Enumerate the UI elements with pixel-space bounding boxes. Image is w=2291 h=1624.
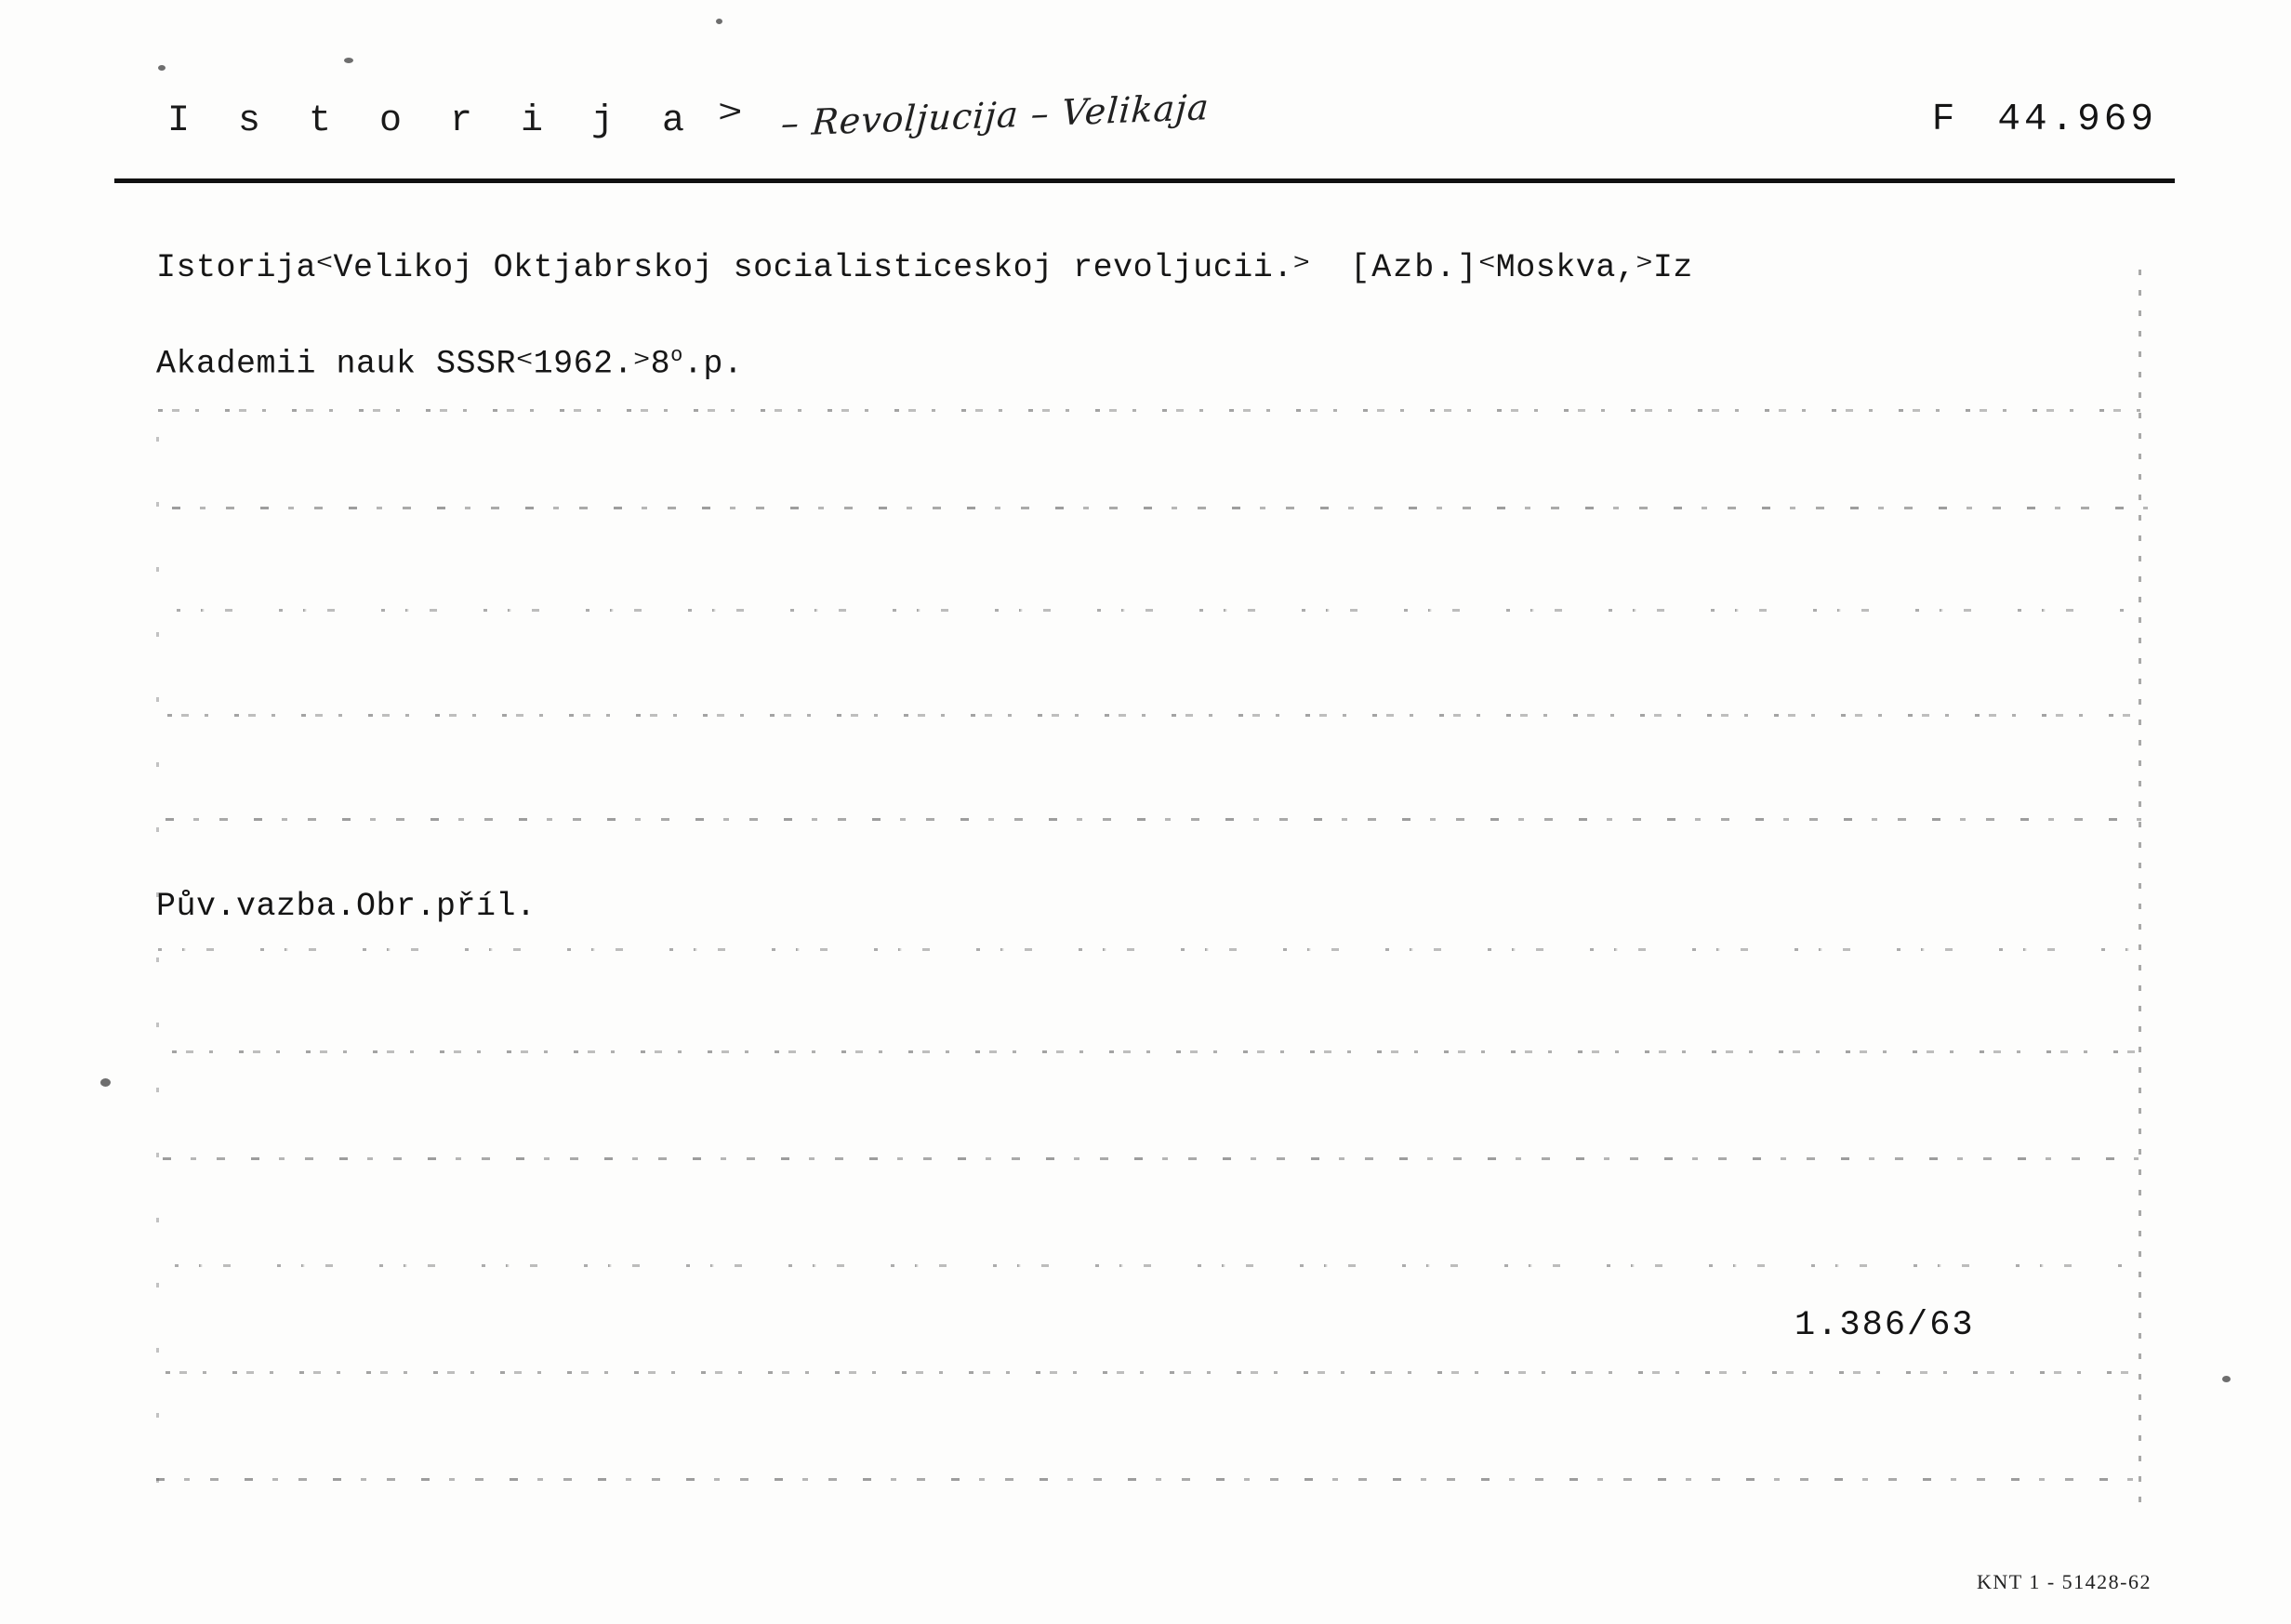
entry-title-rest: Velikoj Oktjabrskoj socialisticeskoj revoljucii. — [333, 249, 1293, 286]
card-header — [149, 86, 2176, 177]
scan-speck — [158, 65, 166, 71]
entry-mark-open-1: < — [316, 251, 334, 277]
binding-note: Pův.vazba.Obr.příl. — [156, 888, 536, 925]
shelfmark — [1932, 99, 2157, 141]
entry-line-2 — [156, 344, 743, 383]
entry-format: 8 — [650, 345, 671, 383]
entry-place: Moskva, — [1495, 249, 1636, 286]
form-rule-line — [177, 609, 2143, 612]
scan-speck — [716, 19, 722, 24]
heading-bracket-mark: > — [717, 97, 743, 132]
form-rule-line — [163, 1157, 2139, 1160]
form-rule-line — [158, 948, 2143, 951]
form-rule-line — [166, 1371, 2137, 1374]
form-rule-line — [167, 714, 2139, 717]
entry-line-1 — [156, 249, 1693, 286]
entry-title-word: Istorija — [156, 249, 317, 286]
entry-mark-close-3: > — [633, 348, 651, 374]
shelfmark-prefix: F — [1931, 99, 1959, 141]
form-rule-line — [172, 1050, 2139, 1053]
header-divider — [114, 178, 2175, 183]
entry-year: 1962. — [533, 345, 634, 383]
entry-mark-close-1: > — [1292, 251, 1311, 277]
entry-mark-open-3: < — [516, 348, 534, 374]
accession-number: 1.386/63 — [1794, 1306, 1975, 1345]
entry-script-bracket: [Azb.] — [1350, 249, 1479, 286]
left-margin-marks — [156, 437, 159, 1506]
scan-speck — [344, 58, 353, 63]
subject-heading: I s t o r i j a — [167, 100, 698, 142]
entry-publisher-start: Iz — [1652, 249, 1693, 286]
entry-pagination: .p. — [682, 345, 744, 383]
form-rule-line — [172, 507, 2148, 509]
entry-mark-open-2: < — [1478, 251, 1496, 277]
right-margin-marks — [2139, 270, 2141, 1515]
entry-publisher: Akademii nauk SSSR — [156, 345, 517, 383]
scan-speck — [100, 1078, 111, 1087]
handwritten-subheading: – Revoljucija – Velikaja — [779, 86, 1212, 144]
form-rule-line — [175, 1264, 2137, 1267]
form-code: KNT 1 - 51428-62 — [1977, 1570, 2152, 1593]
form-rule-line — [156, 1478, 2137, 1481]
entry-mark-close-2: > — [1635, 251, 1653, 277]
form-rule-line — [166, 818, 2141, 821]
entry-format-superscript: o — [670, 344, 683, 367]
scan-speck — [2222, 1376, 2231, 1382]
form-rule-line — [158, 409, 2148, 412]
shelfmark-number: 44.969 — [1997, 99, 2157, 141]
